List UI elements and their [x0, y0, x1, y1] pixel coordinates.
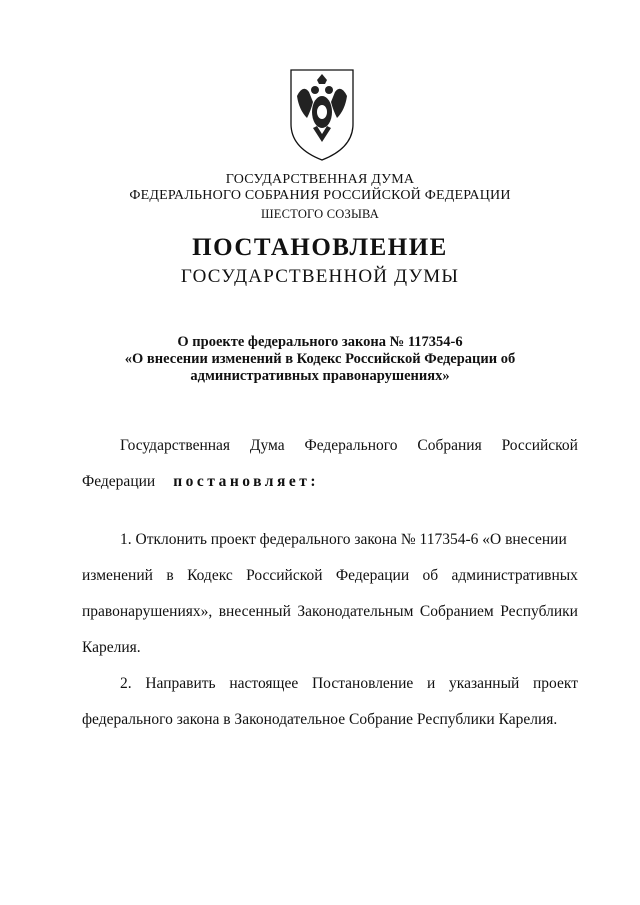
- subject-line-1: О проекте федерального закона № 117354-6: [177, 334, 463, 350]
- word: Постановление: [311, 675, 414, 692]
- word: Собрания: [417, 437, 482, 454]
- item1-line-1: 1. Отклонить проект федерального закона № 117354-6 «О внесении: [120, 531, 567, 548]
- word: Направить: [145, 675, 216, 692]
- item2-line-1: [120, 675, 578, 693]
- word: 2.: [120, 675, 132, 692]
- subject-line-3: административных правонарушениях»: [190, 368, 450, 384]
- header-line-3: ШЕСТОГО СОЗЫВА: [260, 207, 380, 221]
- document-title: ПОСТАНОВЛЕНИЕ: [192, 234, 448, 261]
- word: внесенный: [218, 603, 291, 620]
- header-line-1: ГОСУДАРСТВЕННАЯ ДУМА: [225, 172, 415, 187]
- word: Федерации: [335, 567, 410, 584]
- word: Федерации: [82, 473, 156, 490]
- header-line-2: ФЕДЕРАЛЬНОГО СОБРАНИЯ РОССИЙСКОЙ ФЕДЕРАЦИИ: [129, 188, 511, 203]
- word: и: [427, 675, 436, 692]
- word: Законодательным: [297, 603, 414, 620]
- preamble-line-1: [120, 437, 578, 455]
- word: Республики: [500, 603, 578, 620]
- word: Российской: [501, 437, 578, 454]
- word: административных: [451, 567, 578, 584]
- word: Собранием: [419, 603, 494, 620]
- item1-line-2: [82, 567, 578, 585]
- item1-line-3: [82, 603, 578, 621]
- item1-line-4: Карелия.: [82, 639, 141, 656]
- word: Российской: [246, 567, 323, 584]
- subject-line-2: «О внесении изменений в Кодекс Российской Федерации об: [124, 351, 516, 367]
- document-subtitle: ГОСУДАРСТВЕННОЙ ДУМЫ: [180, 266, 460, 287]
- word: Государственная: [120, 437, 231, 454]
- document-subject: [0, 334, 640, 385]
- word: Кодекс: [187, 567, 233, 584]
- coat-of-arms-icon: [289, 66, 355, 162]
- word: Федерального: [304, 437, 398, 454]
- word: проект: [533, 675, 578, 692]
- preamble-line-2: [82, 473, 578, 491]
- word: изменений: [82, 567, 153, 584]
- resolution-verb: постановляет:: [173, 473, 320, 490]
- word: указанный: [449, 675, 520, 692]
- item2-line-2: федерального закона в Законодательное Собрание Республики Карелия.: [82, 711, 558, 728]
- word: об: [422, 567, 439, 584]
- word: Дума: [249, 437, 285, 454]
- word: в: [166, 567, 174, 584]
- word: настоящее: [229, 675, 299, 692]
- word: правонарушениях»,: [82, 603, 213, 620]
